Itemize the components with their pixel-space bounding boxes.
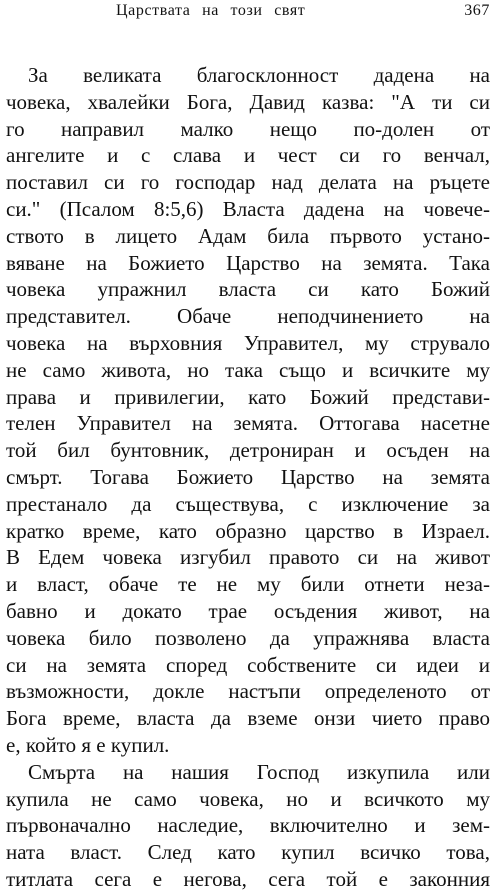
body-text xyxy=(6,62,490,893)
text-line: не само живота, но така също и всичките му xyxy=(6,357,490,382)
text-line: представител. Обаче неподчинението на xyxy=(6,304,490,329)
text-line: го направил малко нещо по-долен от xyxy=(6,116,490,141)
text-line: права и привилегии, като Божий представи- xyxy=(6,384,490,409)
text-line: човека, хвалейки Бога, Давид казва: "А ти си xyxy=(6,89,490,114)
text-line: ната власт. След като купил всичко това, xyxy=(6,840,490,865)
text-line: ангелите и с слава и чест си го венчал, xyxy=(6,143,490,168)
text-line: той бил бунтовник, детрониран и осъден на xyxy=(6,438,490,463)
text-line: си." (Псалом 8:5,6) Власта дадена на човече- xyxy=(6,196,490,221)
text-line: е, който я е купил. xyxy=(6,732,170,757)
paragraph-2 xyxy=(6,759,490,893)
paragraph-1 xyxy=(6,62,490,759)
text-line: смърт. Тогава Божието Царство на земята xyxy=(6,464,490,489)
text-line: си на земята според собствените си идеи и xyxy=(6,652,490,677)
text-line: и власт, обаче те не му били отнети неза- xyxy=(6,572,490,597)
running-header xyxy=(116,2,490,26)
page-number: 367 xyxy=(464,2,490,19)
text-line: титлата сега е негова, сега той е законния xyxy=(6,866,490,891)
text-line: бавно и докато трае осъдения живот, на xyxy=(6,598,490,623)
text-line: поставил си го господар над делата на ръцете xyxy=(6,170,490,195)
text-line: телен Управител на земята. Оттогава насетне xyxy=(6,411,490,436)
text-line: човека упражнил власта си като Божий xyxy=(6,277,490,302)
text-line: За великата благосклонност дадена на xyxy=(28,63,490,87)
text-line: възможности, докле настъпи определеното от xyxy=(6,679,490,704)
text-line: Смърта на нашия Господ изкупила или xyxy=(28,759,490,784)
text-line: човека на върховния Управител, му струвало xyxy=(6,330,490,355)
text-line: престанало да съществува, с изключение за xyxy=(6,491,490,516)
text-line: вяване на Божието Царство на земята. Така xyxy=(6,250,490,275)
running-title: Царствата на този свят xyxy=(116,2,306,19)
text-line: В Едем човека изгубил правото си на живот xyxy=(6,545,490,570)
text-line: Бога време, власта да вземе онзи чието право xyxy=(6,706,490,731)
text-line: кратко време, като образно царство в Израел. xyxy=(6,518,490,543)
text-line: първоначално наследие, включително и зем- xyxy=(6,813,490,838)
text-line: човека било позволено да упражнява власта xyxy=(6,625,490,650)
text-line: купила не само човека, но и всичкото му xyxy=(6,786,490,811)
text-line: ството в лицето Адам била първото устано- xyxy=(6,223,490,248)
